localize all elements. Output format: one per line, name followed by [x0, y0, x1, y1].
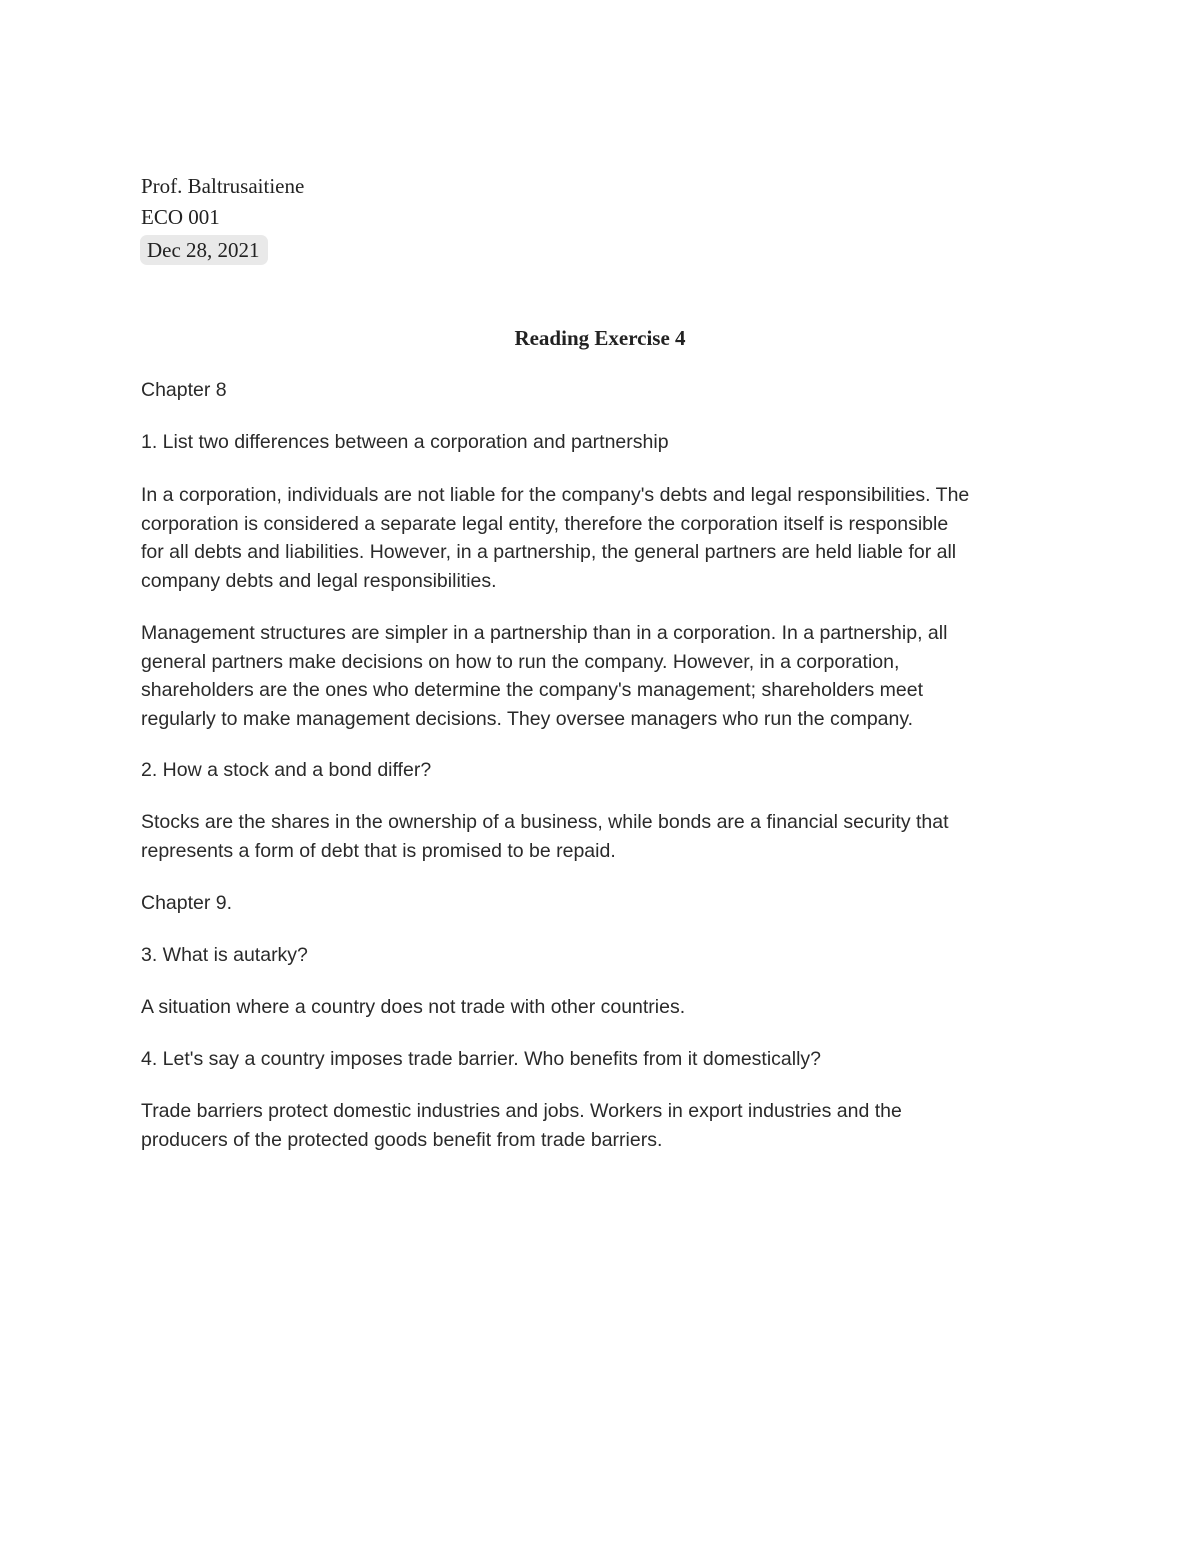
- chapter-8-heading: [141, 376, 1081, 405]
- question-1: [141, 428, 1081, 457]
- chapter-8-label: Chapter 8: [141, 379, 227, 401]
- answer-1-line-2: corporation is considered a separate legal entity, therefore the corporation itself is responsible: [141, 512, 949, 535]
- question-2-text: 2. How a stock and a bond differ?: [141, 759, 432, 781]
- question-2: [141, 756, 1081, 785]
- course-code: ECO 001: [141, 205, 220, 229]
- answer-1b-line-1: Management structures are simpler in a partnership than in a corporation. In a partnership, all: [141, 622, 948, 644]
- answer-1b-line-4: regularly to make management decisions. They oversee managers who run the company.: [141, 708, 914, 731]
- answer-1-line-3: for all debts and liabilities. However, in a partnership, the general partners are held liable for all: [141, 541, 957, 564]
- answer-4: [141, 1097, 1081, 1154]
- answer-1b-line-2: general partners make decisions on how to run the company. However, in a corporation,: [141, 650, 900, 673]
- answer-1-line-4: company debts and legal responsibilities.: [141, 570, 497, 593]
- question-3-text: 3. What is autarky?: [141, 944, 308, 966]
- answer-3-text: A situation where a country does not trade with other countries.: [141, 996, 686, 1018]
- document-header: [141, 171, 304, 266]
- question-3: [141, 941, 1081, 970]
- answer-1-paragraph-1: [141, 481, 1081, 596]
- answer-1b-line-3: shareholders are the ones who determine the company's management; shareholders meet: [141, 679, 923, 702]
- date-chip[interactable]: Dec 28, 2021: [140, 235, 268, 265]
- answer-2-line-2: represents a form of debt that is promised to be repaid.: [141, 839, 616, 862]
- document-title: Reading Exercise 4: [514, 326, 686, 350]
- answer-1-paragraph-2: [141, 619, 1081, 734]
- answer-4-line-1: Trade barriers protect domestic industries and jobs. Workers in export industries and the: [141, 1100, 902, 1122]
- question-1-text: 1. List two differences between a corporation and partnership: [141, 431, 669, 453]
- chapter-9-label: Chapter 9.: [141, 892, 233, 914]
- answer-2-line-1: Stocks are the shares in the ownership of a business, while bonds are a financial security that: [141, 811, 949, 833]
- answer-4-line-2: producers of the protected goods benefit from trade barriers.: [141, 1128, 663, 1151]
- answer-3: [141, 993, 1081, 1022]
- chapter-9-heading: [141, 889, 1081, 918]
- professor-name: Prof. Baltrusaitiene: [141, 174, 305, 198]
- question-4-text: 4. Let's say a country imposes trade barrier. Who benefits from it domestically?: [141, 1048, 822, 1070]
- question-4: [141, 1045, 1081, 1074]
- answer-2: [141, 808, 1081, 865]
- answer-1-line-1: In a corporation, individuals are not liable for the company's debts and legal responsibilities. The: [141, 484, 970, 506]
